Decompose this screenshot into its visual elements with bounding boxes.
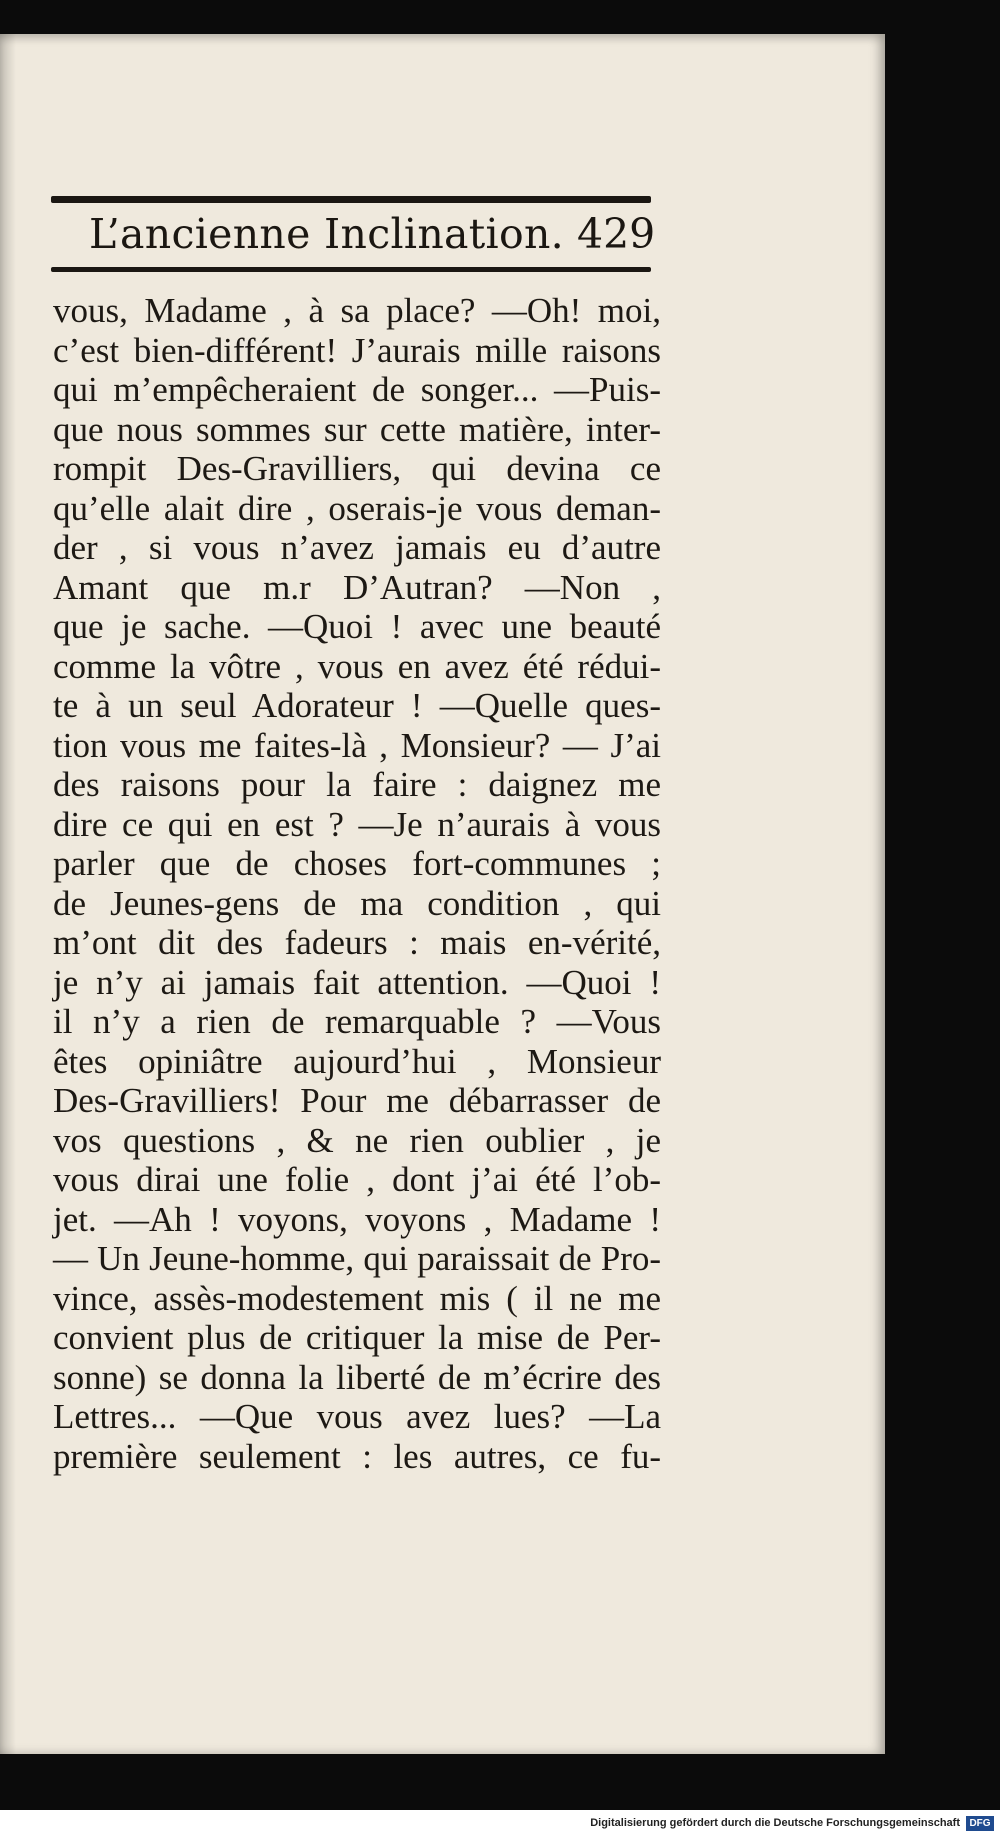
text-line: c’est bien-différent! J’aurais mille raisons	[53, 330, 661, 370]
book-page	[0, 34, 885, 1754]
text-line: Des-Gravilliers! Pour me débarrasser de	[53, 1081, 661, 1120]
dfg-logo: DFG	[966, 1816, 994, 1831]
text-line: Lettres... —Que vous avez lues? —La	[53, 1397, 661, 1436]
header-rule-top	[51, 196, 651, 203]
text-line: qui m’empêcheraient de songer... —Puis-	[53, 370, 661, 409]
text-line: dire ce qui en est ? —Je n’aurais à vous	[53, 804, 661, 844]
text-line: qu’elle alait dire , oserais-je vous deman-	[53, 488, 661, 528]
text-line: êtes opiniâtre aujourd’hui , Monsieur	[53, 1041, 661, 1081]
text-line: vous, Madame , à sa place? —Oh! moi,	[53, 291, 661, 330]
text-line: Amant que m.r D’Autran? —Non ,	[53, 567, 661, 607]
page-header	[51, 164, 656, 284]
text-line: — Un Jeune-homme, qui paraissait de Pro-	[53, 1239, 661, 1278]
text-line: jet. —Ah ! voyons, voyons , Madame !	[53, 1199, 661, 1239]
text-line: comme la vôtre , vous en avez été rédui-	[53, 646, 661, 686]
text-line: des raisons pour la faire : daignez me	[53, 765, 661, 804]
text-line: te à un seul Adorateur ! —Quelle ques-	[53, 686, 661, 725]
text-line: que je sache. —Quoi ! avec une beauté	[53, 607, 661, 646]
text-line: vince, assès-modestement mis ( il ne me	[53, 1278, 661, 1318]
running-title: L’ancienne Inclination.	[89, 210, 564, 258]
text-line: vous dirai une folie , dont j’ai été l’ob-	[53, 1160, 661, 1199]
text-line: m’ont dit des fadeurs : mais en-vérité,	[53, 923, 661, 962]
digitization-footer	[0, 1810, 1000, 1839]
text-line: tion vous me faites-là , Monsieur? — J’ai	[53, 725, 661, 765]
page-gutter-shadow	[0, 34, 16, 1754]
text-line: première seulement : les autres, ce fu-	[53, 1436, 661, 1476]
text-line: parler que de choses fort-communes ;	[53, 844, 661, 883]
text-line: je n’y ai jamais fait attention. —Quoi !	[53, 962, 661, 1002]
text-line: il n’y a rien de remarquable ? —Vous	[53, 1002, 661, 1041]
text-line: rompit Des-Gravilliers, qui devina ce	[53, 449, 661, 488]
text-line: der , si vous n’avez jamais eu d’autre	[53, 528, 661, 567]
text-line: convient plus de critiquer la mise de Per-	[53, 1318, 661, 1357]
text-line: de Jeunes-gens de ma condition , qui	[53, 883, 661, 923]
text-line: vos questions , & ne rien oublier , je	[53, 1120, 661, 1160]
body-text	[53, 291, 661, 1476]
text-line: que nous sommes sur cette matière, inter-	[53, 409, 661, 449]
header-rule-bottom	[51, 267, 651, 272]
page-number: 429	[577, 210, 656, 258]
digitization-credit: Digitalisierung gefördert durch die Deutsche Forschungsgemeinschaft	[590, 1817, 960, 1829]
text-line: sonne) se donna la liberté de m’écrire des	[53, 1357, 661, 1397]
